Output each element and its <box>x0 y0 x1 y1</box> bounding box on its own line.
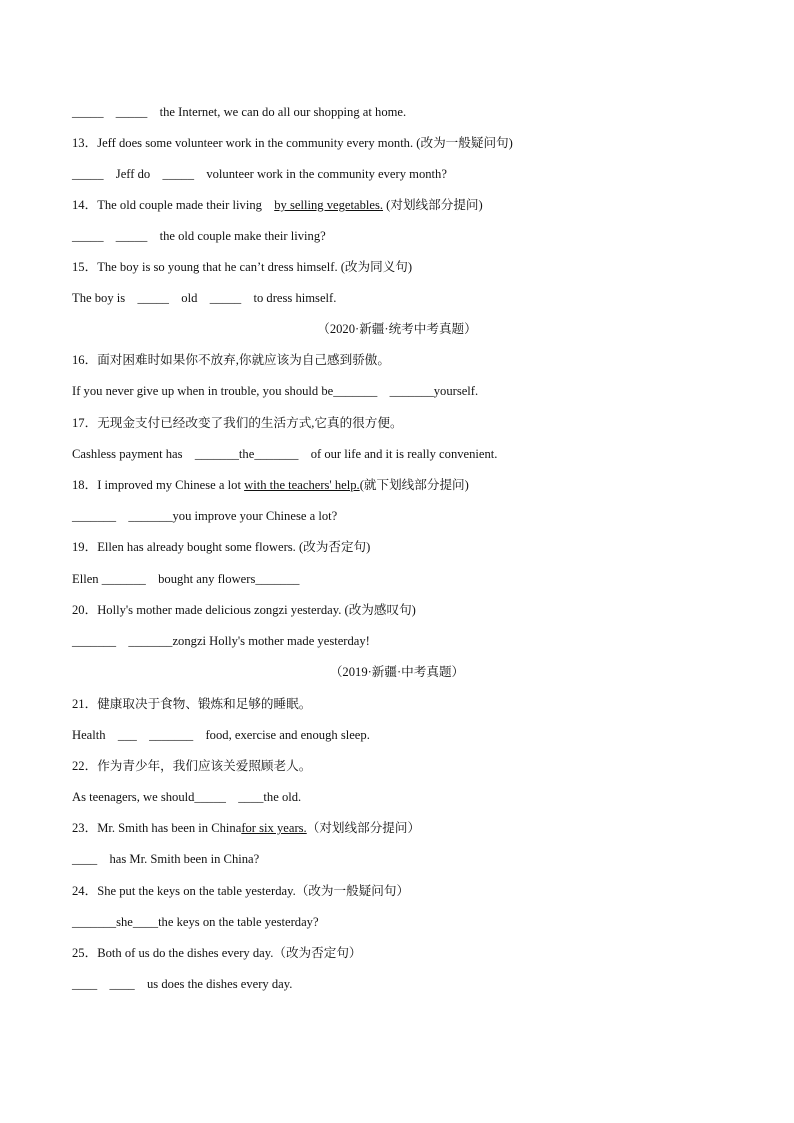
q15-question <box>72 259 754 275</box>
blank: _____ <box>194 790 226 804</box>
q17-answer-line <box>72 446 754 462</box>
instruction-text: （对划线部分提问） <box>306 821 421 835</box>
q23-answer-line <box>72 851 754 867</box>
answer-text: the old. <box>263 790 302 804</box>
q22-answer-line <box>72 789 754 805</box>
question-text: 13．Jeff does some volunteer work in the community every month. (改为一般疑问句) <box>72 136 513 150</box>
blank: _______ <box>194 447 239 461</box>
q23-question <box>72 820 754 836</box>
q25-question <box>72 945 754 961</box>
q22-question <box>72 758 754 774</box>
answer-text: Health <box>72 728 106 742</box>
q17-question <box>72 415 754 431</box>
answer-text: of our life and it is really convenient. <box>310 447 498 461</box>
answer-text: Jeff do <box>115 167 151 181</box>
answer-text: The boy is <box>72 291 126 305</box>
section-source-2020 <box>0 321 794 337</box>
blank: _____ <box>72 229 104 243</box>
q18-question <box>72 477 754 493</box>
answer-text: the <box>238 447 255 461</box>
question-text: 17．无现金支付已经改变了我们的生活方式,它真的很方便。 <box>72 416 403 430</box>
q21-question <box>72 696 754 712</box>
source-label: （2019·新疆·中考真题） <box>329 665 465 679</box>
q24-question <box>72 883 754 899</box>
blank: _______ <box>389 384 434 398</box>
answer-text: food, exercise and enough sleep. <box>205 728 370 742</box>
blank: _______ <box>254 447 299 461</box>
blank: _____ <box>137 291 169 305</box>
blank: _____ <box>115 105 148 119</box>
source-label: （2020·新疆·统考中考真题） <box>317 322 477 336</box>
q12-answer-line <box>72 104 754 120</box>
answer-text: If you never give up when in trouble, you should be <box>72 384 334 398</box>
question-text: 19．Ellen has already bought some flowers. (改为否定句) <box>72 540 371 554</box>
q21-answer-line <box>72 727 754 743</box>
answer-text: she <box>116 915 133 929</box>
answer-text: Cashless payment has <box>72 447 183 461</box>
blank: ____ <box>109 977 135 991</box>
blank: _______ <box>128 634 173 648</box>
blank: ____ <box>72 852 98 866</box>
q25-answer-line <box>72 976 754 992</box>
instruction-text: (对划线部分提问) <box>386 198 483 212</box>
answer-text: volunteer work in the community every month? <box>206 167 447 181</box>
answer-text: has Mr. Smith been in China? <box>109 852 260 866</box>
q13-question <box>72 135 754 151</box>
blank: _______ <box>333 384 378 398</box>
question-text: 15．The boy is so young that he can’t dress himself. (改为同义句) <box>72 260 413 274</box>
answer-text: us does the dishes every day. <box>147 977 293 991</box>
blank: _____ <box>162 167 194 181</box>
blank: _____ <box>72 167 104 181</box>
question-text: 24．She put the keys on the table yesterday.（改为一般疑问句） <box>72 884 410 898</box>
blank: ____ <box>238 790 264 804</box>
question-text: 14．The old couple made their living <box>72 198 262 212</box>
q18-answer-line <box>72 508 754 524</box>
q16-answer-line <box>72 383 754 399</box>
answer-text: bought any flowers <box>158 572 256 586</box>
answer-text: zongzi Holly's mother made yesterday! <box>172 634 370 648</box>
question-text: 16．面对困难时如果你不放弃,你就应该为自己感到骄傲。 <box>72 353 390 367</box>
blank: _____ <box>72 105 104 119</box>
answer-text: old <box>181 291 198 305</box>
blank: _______ <box>72 634 117 648</box>
blank: _______ <box>128 509 173 523</box>
q16-question <box>72 352 754 368</box>
answer-text: the Internet, we can do all our shopping at home. <box>159 105 407 119</box>
blank: _____ <box>115 229 148 243</box>
blank: ____ <box>72 977 98 991</box>
blank: ___ <box>117 728 137 742</box>
q13-answer-line <box>72 166 754 182</box>
q20-answer-line <box>72 633 754 649</box>
blank: _______ <box>72 509 117 523</box>
q20-question <box>72 602 754 618</box>
answer-text: the old couple make their living? <box>159 229 326 243</box>
q19-question <box>72 539 754 555</box>
question-text: 21．健康取决于食物、锻炼和足够的睡眠。 <box>72 697 312 711</box>
question-text: 23．Mr. Smith has been in China <box>72 821 242 835</box>
q19-answer-line <box>72 571 754 587</box>
q14-answer-line <box>72 228 754 244</box>
underlined-phrase: by selling vegetables. <box>274 198 384 212</box>
q15-answer-line <box>72 290 754 306</box>
instruction-text: (就下划线部分提问) <box>359 478 469 492</box>
answer-text: yourself. <box>433 384 479 398</box>
section-source-2019 <box>0 664 794 680</box>
question-text: 25．Both of us do the dishes every day.（改为否定句） <box>72 946 362 960</box>
answer-text: you improve your Chinese a lot? <box>172 509 338 523</box>
answer-text: to dress himself. <box>253 291 337 305</box>
blank: _______ <box>101 572 146 586</box>
underlined-phrase: with the teachers' help. <box>244 478 360 492</box>
question-text: 20．Holly's mother made delicious zongzi yesterday. (改为感叹句) <box>72 603 416 617</box>
answer-text: the keys on the table yesterday? <box>158 915 319 929</box>
blank: _______ <box>255 572 300 586</box>
question-text: 18．I improved my Chinese a lot <box>72 478 241 492</box>
underlined-phrase: for six years. <box>241 821 307 835</box>
blank: _______ <box>72 915 117 929</box>
question-text: 22．作为青少年，我们应该关爱照顾老人。 <box>72 759 312 773</box>
q14-question <box>72 197 754 213</box>
answer-text: As teenagers, we should <box>72 790 195 804</box>
blank: _____ <box>209 291 242 305</box>
answer-text: Ellen <box>72 572 99 586</box>
blank: _______ <box>149 728 194 742</box>
blank: ____ <box>132 915 159 929</box>
q24-answer-line <box>72 914 754 930</box>
